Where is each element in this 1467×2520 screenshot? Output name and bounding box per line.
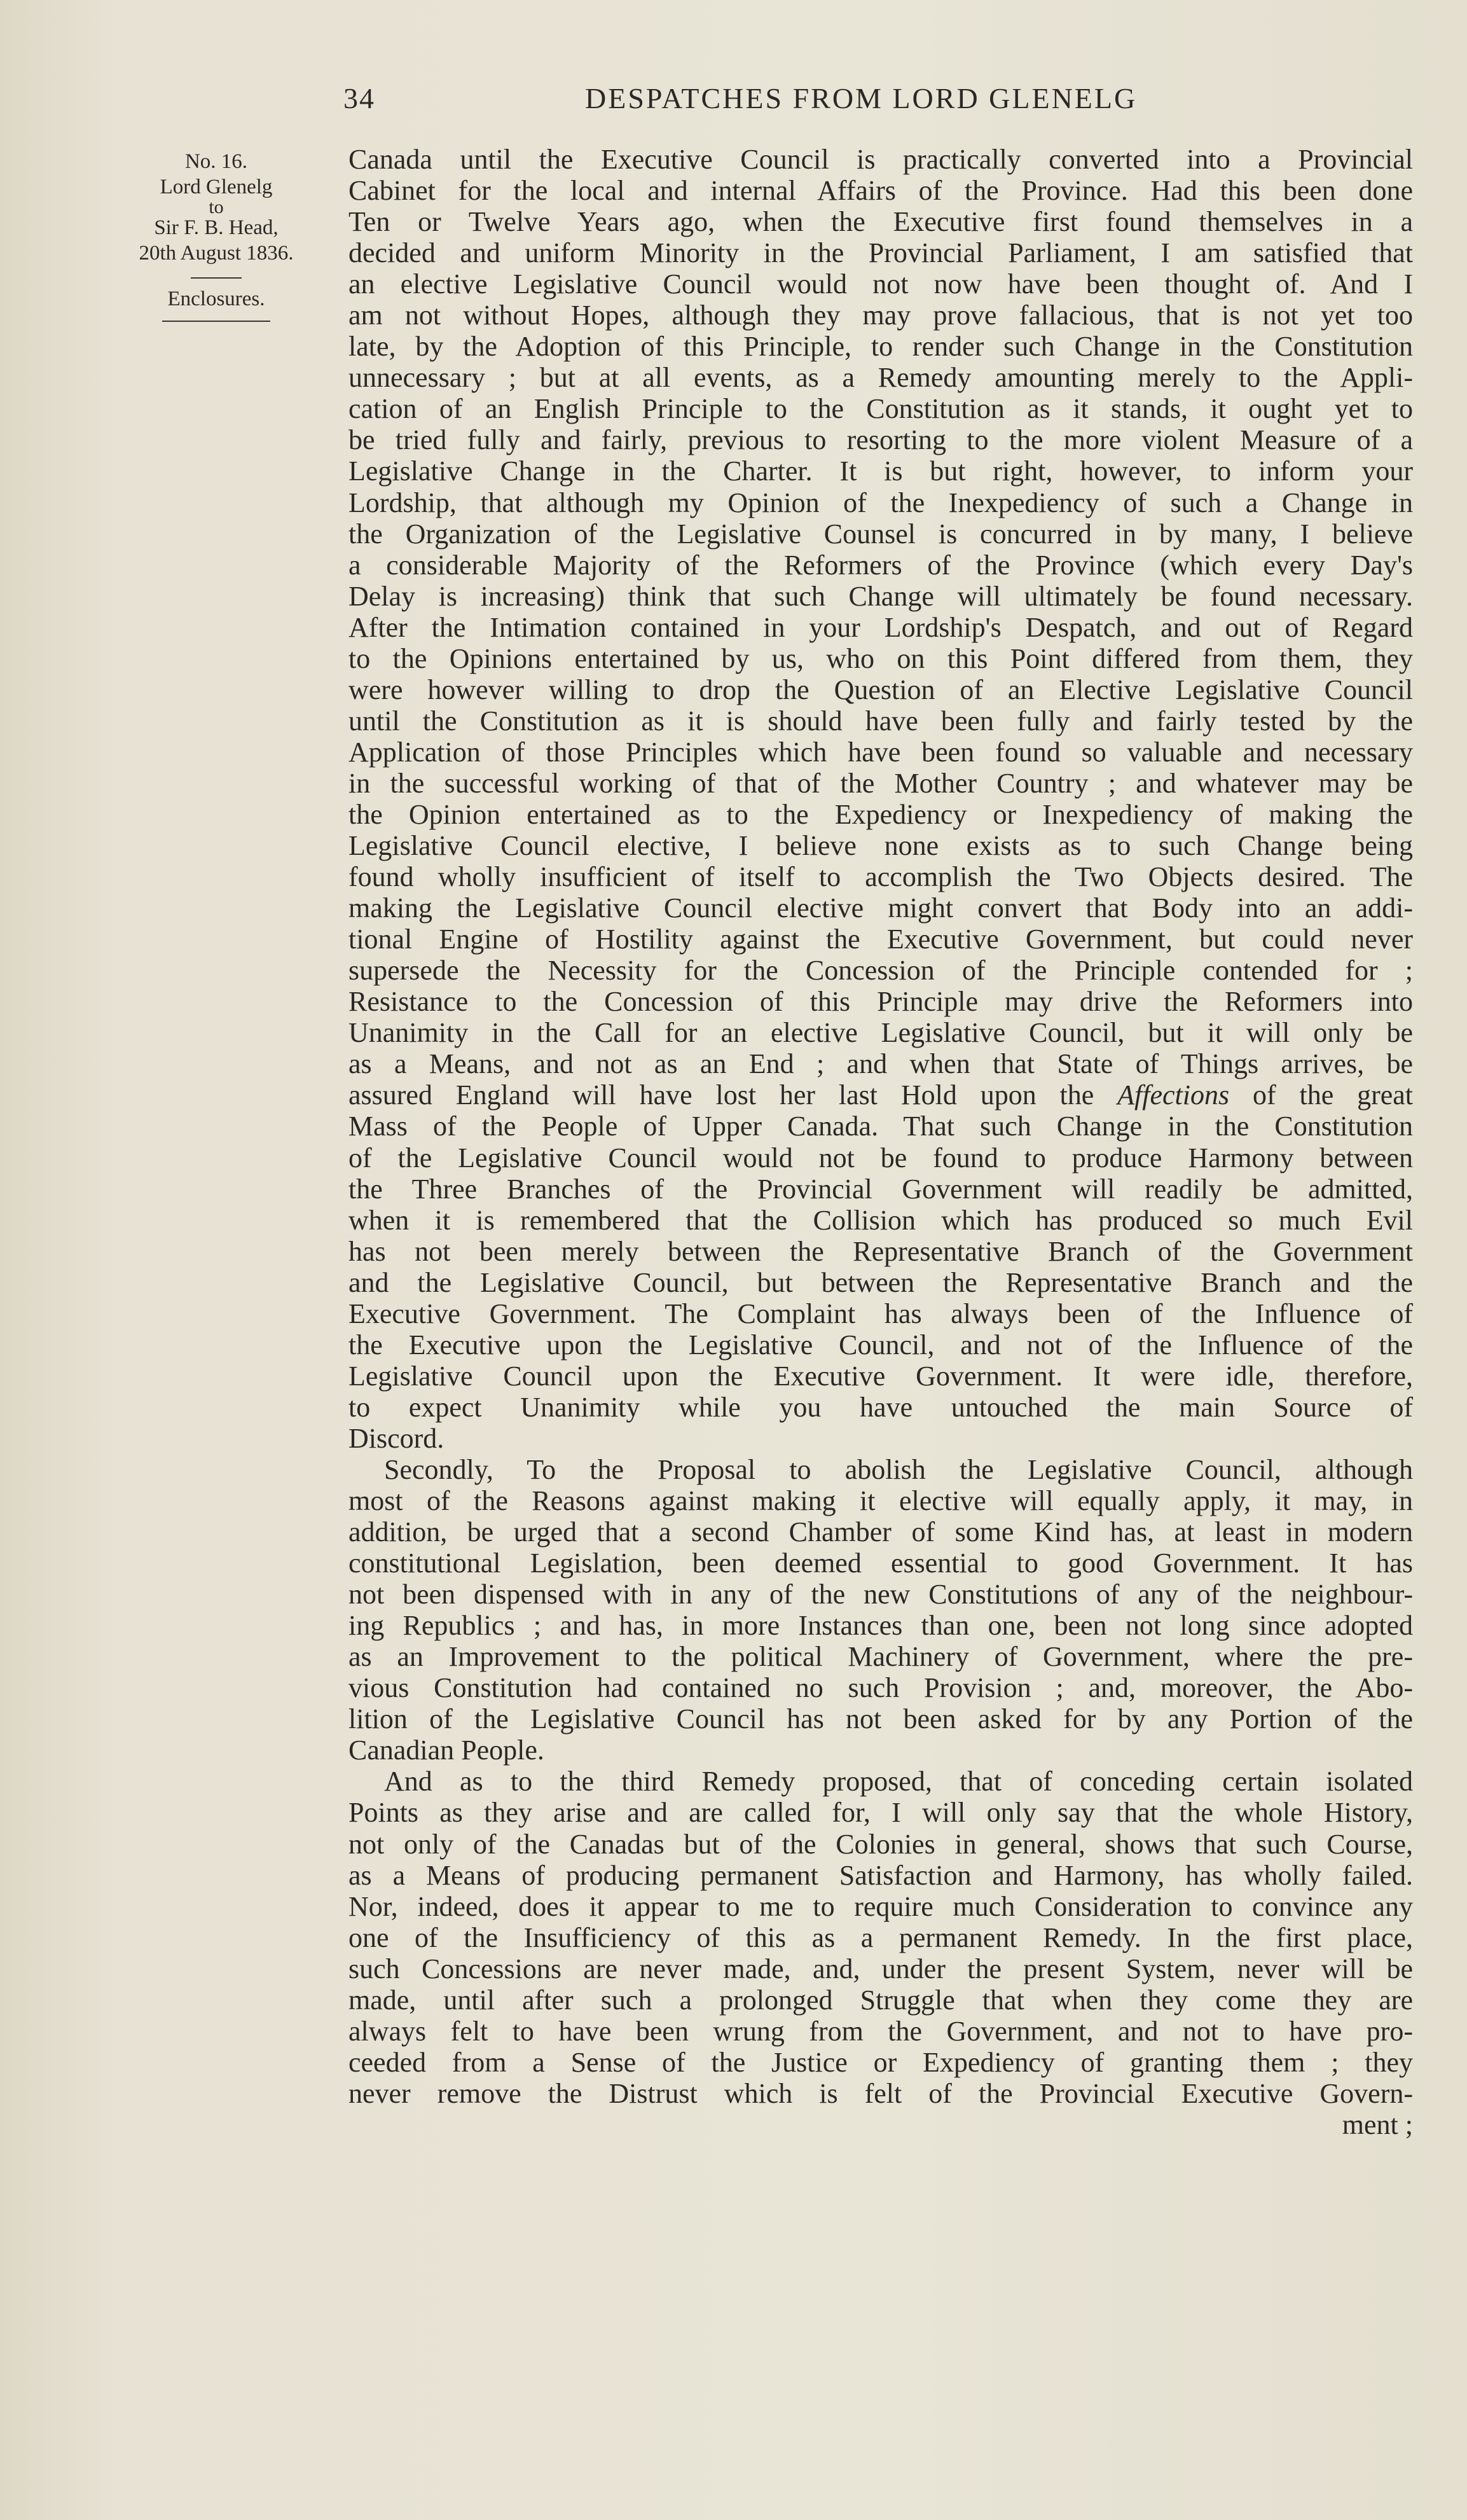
text-line: a considerable Majority of the Reformers of the Province (which every Day's	[348, 549, 1413, 581]
text-line: always felt to have been wrung from the Government, and not to have pro-	[348, 2015, 1413, 2047]
text-segment: assured England will have lost her last Hold upon the	[348, 1079, 1094, 1111]
despatch-recipient: Sir F. B. Head,	[154, 216, 279, 239]
text-line: am not without Hopes, although they may prove fallacious, that is not yet too	[348, 300, 1413, 331]
text-line: Lordship, that although my Opinion of the Inexpediency of such a Change in	[348, 487, 1413, 518]
enclosures-label: Enclosures.	[167, 287, 265, 310]
text-line: constitutional Legislation, been deemed essential to good Government. It has	[348, 1547, 1413, 1579]
text-line: making the Legislative Council elective might convert that Body into an addi-	[348, 892, 1413, 924]
margin-underline	[162, 321, 270, 322]
text-line: not been dispensed with in any of the new Constitutions of any of the neighbour-	[348, 1579, 1413, 1610]
page-number: 34	[343, 82, 375, 114]
text-line: ing Republics ; and has, in more Instances than one, been not long since adopted	[348, 1610, 1413, 1642]
text-line: addition, be urged that a second Chamber of some Kind has, at least in modern	[348, 1516, 1413, 1548]
text-segment: of the great	[1252, 1079, 1413, 1111]
text-line-with-italic	[348, 1079, 1413, 1111]
running-title: DESPATCHES FROM LORD GLENELG	[585, 82, 1138, 114]
text-line: late, by the Adoption of this Principle, to render such Change in the Constitution	[348, 331, 1413, 363]
text-line: unnecessary ; but at all events, as a Remedy amounting merely to the Appli-	[348, 362, 1413, 394]
text-line: has not been merely between the Representative Branch of the Government	[348, 1235, 1413, 1267]
text-line: when it is remembered that the Collision which has produced so much Evil	[348, 1204, 1413, 1236]
italic-word: Affections	[1117, 1079, 1230, 1111]
text-line: Canada until the Executive Council is practically converted into a Provincial	[348, 144, 1413, 175]
text-line: Points as they arise and are called for, I will only say that the whole History,	[348, 1797, 1413, 1829]
text-line: Nor, indeed, does it appear to me to require much Consideration to convince any	[348, 1890, 1413, 1922]
body-text	[348, 144, 1413, 2140]
text-line: Legislative Council upon the Executive Government. It were idle, therefore,	[348, 1360, 1413, 1392]
text-line: Delay is increasing) think that such Change will ultimately be found necessary.	[348, 580, 1413, 612]
text-line: in the successful working of that of the Mother Country ; and whatever may be	[348, 767, 1413, 799]
text-line: supersede the Necessity for the Concession of the Principle contended for ;	[348, 955, 1413, 987]
text-line: ceeded from a Sense of the Justice or Expediency of granting them ; they	[348, 2046, 1413, 2078]
text-line: decided and uniform Minority in the Provincial Parliament, I am satisfied that	[348, 237, 1413, 269]
text-line: an elective Legislative Council would not now have been thought of. And I	[348, 268, 1413, 300]
text-line: Application of those Principles which have been found so valuable and necessary	[348, 736, 1413, 768]
text-line: After the Intimation contained in your Lordship's Despatch, and out of Regard	[348, 611, 1413, 643]
text-line: were however willing to drop the Question of an Elective Legislative Council	[348, 674, 1413, 705]
running-header	[343, 81, 1412, 120]
text-line: not only of the Canadas but of the Colonies in general, shows that such Course,	[348, 1828, 1413, 1860]
text-line: as a Means of producing permanent Satisfaction and Harmony, has wholly failed.	[348, 1859, 1413, 1891]
text-line: the Three Branches of the Provincial Government will readily be admitted,	[348, 1173, 1413, 1205]
text-line: the Executive upon the Legislative Council, and not of the Influence of the	[348, 1329, 1413, 1360]
text-line: the Opinion entertained as to the Expediency or Inexpediency of making the	[348, 798, 1413, 830]
text-line: made, until after such a prolonged Struggle that when they come they are	[348, 1984, 1413, 2016]
text-line: of the Legislative Council would not be found to produce Harmony between	[348, 1142, 1413, 1173]
text-line: Mass of the People of Upper Canada. That such Change in the Constitution	[348, 1111, 1413, 1142]
text-line: Resistance to the Concession of this Principle may drive the Reformers into	[348, 986, 1413, 1018]
despatch-to: to	[209, 197, 224, 218]
text-line: Executive Government. The Complaint has always been of the Influence of	[348, 1298, 1413, 1329]
text-line: vious Constitution had contained no such Provision ; and, moreover, the Abo-	[348, 1672, 1413, 1704]
text-line: Ten or Twelve Years ago, when the Executive first found themselves in a	[348, 206, 1413, 238]
text-line: Canadian People.	[348, 1734, 544, 1766]
text-line: such Concessions are never made, and, under the present System, never will be	[348, 1953, 1413, 1984]
text-line: Unanimity in the Call for an elective Legislative Council, but it will only be	[348, 1017, 1413, 1049]
text-line: to expect Unanimity while you have untouched the main Source of	[348, 1391, 1413, 1423]
text-line: tional Engine of Hostility against the Executive Government, but could never	[348, 924, 1413, 955]
text-line: never remove the Distrust which is felt of the Provincial Executive Govern-	[348, 2077, 1413, 2109]
text-line: Discord.	[348, 1422, 444, 1454]
margin-divider	[191, 277, 242, 279]
text-line: Secondly, To the Proposal to abolish the Legislative Council, although	[384, 1453, 1413, 1485]
text-line: to the Opinions entertained by us, who on this Point differed from them, they	[348, 642, 1413, 674]
text-line: cation of an English Principle to the Constitution as it stands, it ought yet to	[348, 393, 1413, 425]
text-line: Legislative Change in the Charter. It is but right, however, to inform your	[348, 455, 1413, 487]
text-line: and the Legislative Council, but between the Representative Branch and the	[348, 1266, 1413, 1298]
text-line: found wholly insufficient of itself to accomplish the Two Objects desired. The	[348, 861, 1413, 893]
text-line: lition of the Legislative Council has not been asked for by any Portion of the	[348, 1703, 1413, 1735]
margin-note	[121, 149, 312, 322]
despatch-number: No. 16.	[184, 150, 248, 173]
text-line: as a Means, and not as an End ; and when that State of Things arrives, be	[348, 1048, 1413, 1080]
text-line: Cabinet for the local and internal Affairs of the Province. Had this been done	[348, 175, 1413, 207]
text-line: be tried fully and fairly, previous to resorting to the more violent Measure of a	[348, 424, 1413, 456]
text-line: until the Constitution as it is should have been fully and fairly tested by the	[348, 705, 1413, 737]
text-line: most of the Reasons against making it elective will equally apply, it may, in	[348, 1485, 1413, 1517]
text-line: ment ;	[1342, 2108, 1413, 2140]
text-line: one of the Insufficiency of this as a permanent Remedy. In the first place,	[348, 1921, 1413, 1953]
despatch-sender: Lord Glenelg	[160, 176, 273, 198]
text-line: And as to the third Remedy proposed, that of conceding certain isolated	[384, 1766, 1413, 1797]
text-line: the Organization of the Legislative Counsel is concurred in by many, I believe	[348, 518, 1413, 550]
text-line: Legislative Council elective, I believe none exists as to such Change being	[348, 830, 1413, 862]
text-line: as an Improvement to the political Machinery of Government, where the pre-	[348, 1641, 1413, 1673]
despatch-date: 20th August 1836.	[139, 242, 294, 265]
